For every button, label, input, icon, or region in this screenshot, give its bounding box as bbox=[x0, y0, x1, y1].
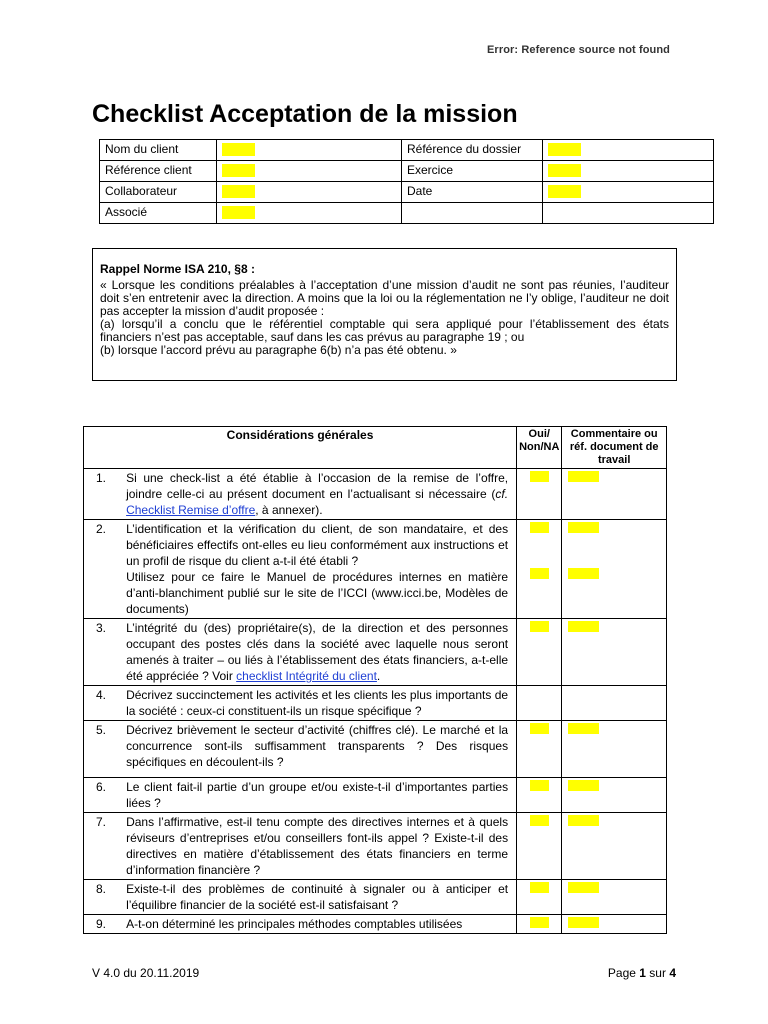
highlight-field bbox=[530, 815, 549, 826]
highlight-field bbox=[222, 164, 255, 177]
isa-paragraph-b: (b) lorsque l’accord prévu au paragraphe 6(b) n’a pas été obtenu. » bbox=[100, 343, 457, 357]
commentaire-cell[interactable] bbox=[562, 721, 667, 778]
isa-title: Rappel Norme ISA 210, §8 : bbox=[100, 262, 255, 276]
considerations-table bbox=[83, 426, 667, 934]
value-exercice[interactable] bbox=[543, 161, 714, 182]
row-number: 3. bbox=[84, 619, 127, 686]
isa-reminder-box bbox=[92, 248, 677, 381]
table-row bbox=[84, 880, 667, 915]
label-collaborateur: Collaborateur bbox=[100, 182, 217, 203]
checklist-remise-offre-link[interactable]: Checklist Remise d’offre bbox=[126, 503, 256, 517]
highlight-field bbox=[530, 917, 549, 928]
row-number: 2. bbox=[84, 520, 127, 619]
row-number: 5. bbox=[84, 721, 127, 778]
row-number: 1. bbox=[84, 469, 127, 520]
oui-cell[interactable] bbox=[517, 469, 562, 520]
label-reference-client: Référence client bbox=[100, 161, 217, 182]
row-text: Si une check-list a été établie à l’occasion de la remise de l’offre, joindre celle-ci au présent document en l’actualisant si nécessaire (cf. Checklist Remise d’offre, à annexer). bbox=[126, 469, 516, 520]
oui-cell[interactable] bbox=[517, 721, 562, 778]
highlight-field bbox=[548, 185, 581, 198]
page-title: Checklist Acceptation de la mission bbox=[92, 100, 518, 128]
commentaire-cell[interactable] bbox=[562, 520, 667, 619]
label-nom-client: Nom du client bbox=[100, 140, 217, 161]
highlight-field bbox=[530, 621, 549, 632]
highlight-field bbox=[548, 164, 581, 177]
row-text: Le client fait-il partie d’un groupe et/ou existe-t-il d’importantes parties liées ? bbox=[126, 778, 516, 813]
highlight-field bbox=[530, 522, 549, 533]
label-reference-dossier: Référence du dossier bbox=[402, 140, 543, 161]
header-error-text: Error: Reference source not found bbox=[487, 44, 670, 56]
commentaire-cell[interactable] bbox=[562, 778, 667, 813]
highlight-field bbox=[530, 471, 549, 482]
highlight-field bbox=[568, 882, 599, 893]
checklist-integrite-link[interactable]: checklist Intégrité du client bbox=[236, 669, 377, 683]
table-row bbox=[84, 915, 667, 934]
value-reference-client[interactable] bbox=[217, 161, 402, 182]
oui-cell[interactable] bbox=[517, 619, 562, 686]
oui-cell[interactable] bbox=[517, 686, 562, 721]
row-text: Décrivez succinctement les activités et les clients les plus importants de la société : ceux-ci constituent-ils un risque spécifique ? bbox=[126, 686, 516, 721]
table-row bbox=[84, 619, 667, 686]
table-row bbox=[84, 813, 667, 880]
row-text: Dans l’affirmative, est-il tenu compte des directives internes et à quels réviseurs d’entreprises et/ou conseillers font-ils appel ? Existe-t-il des directives en matière d’établissement des états financiers en terme d’information financière ? bbox=[126, 813, 516, 880]
footer-version: V 4.0 du 20.11.2019 bbox=[92, 966, 200, 980]
isa-paragraph-a: (a) lorsqu’il a conclu que le référentiel comptable qui sera appliqué pour l’établissement des états financiers n’est pas acceptable, sauf dans les cas prévus au paragraphe 19 ; ou bbox=[100, 317, 669, 344]
highlight-field bbox=[530, 723, 549, 734]
row-number: 9. bbox=[84, 915, 127, 934]
oui-cell[interactable] bbox=[517, 813, 562, 880]
value-associe[interactable] bbox=[217, 203, 402, 224]
table-row bbox=[84, 520, 667, 619]
value-nom-client[interactable] bbox=[217, 140, 402, 161]
row-text: Décrivez brièvement le secteur d’activité (chiffres clé). Le marché et la concurrence sont-ils suffisamment transparents ? Des risques spécifiques en découlent-ils ? bbox=[126, 721, 516, 778]
highlight-field bbox=[222, 185, 255, 198]
highlight-field bbox=[568, 815, 599, 826]
commentaire-cell[interactable] bbox=[562, 469, 667, 520]
commentaire-cell[interactable] bbox=[562, 686, 667, 721]
column-header-considerations: Considérations générales bbox=[84, 427, 517, 469]
column-header-oui: Oui/ Non/NA bbox=[517, 427, 562, 469]
footer-page-number: Page 1 sur 4 bbox=[607, 966, 676, 980]
label-date: Date bbox=[402, 182, 543, 203]
empty-cell bbox=[543, 203, 714, 224]
highlight-field bbox=[530, 882, 549, 893]
table-row bbox=[84, 721, 667, 778]
oui-cell[interactable] bbox=[517, 778, 562, 813]
highlight-field bbox=[568, 471, 599, 482]
row-number: 4. bbox=[84, 686, 127, 721]
table-row bbox=[84, 778, 667, 813]
client-info-table bbox=[99, 139, 714, 224]
highlight-field bbox=[530, 568, 549, 579]
highlight-field bbox=[222, 206, 255, 219]
row-text: Existe-t-il des problèmes de continuité à signaler ou à anticiper et l’équilibre financier de la société est-il satisfaisant ? bbox=[126, 880, 516, 915]
table-row bbox=[84, 469, 667, 520]
oui-cell[interactable] bbox=[517, 915, 562, 934]
highlight-field bbox=[530, 780, 549, 791]
row-text: L’identification et la vérification du client, de son mandataire, et des bénéficiaires effectifs ont-elles eu lieu conformément aux instructions et un profil de risque du client a-t-il été établi ? Utilisez pour ce faire le Manuel de procédures internes en matière d’anti-blanchiment publié sur le site de l’ICCI (www.icci.be, Modèles de documents) bbox=[126, 520, 516, 619]
value-reference-dossier[interactable] bbox=[543, 140, 714, 161]
highlight-field bbox=[568, 522, 599, 533]
commentaire-cell[interactable] bbox=[562, 619, 667, 686]
column-header-commentaire: Commentaire ou réf. document de travail bbox=[562, 427, 667, 469]
highlight-field bbox=[568, 568, 599, 579]
commentaire-cell[interactable] bbox=[562, 880, 667, 915]
highlight-field bbox=[222, 143, 255, 156]
empty-cell bbox=[402, 203, 543, 224]
row-text: L’intégrité du (des) propriétaire(s), de la direction et des personnes occupant des postes clés dans la société avec laquelle nous seront amenés à traiter – ou liés à l’établissement des états financiers, a-t-elle été appréciée ? Voir checklist Intégrité du client. bbox=[126, 619, 516, 686]
highlight-field bbox=[568, 723, 599, 734]
oui-cell[interactable] bbox=[517, 880, 562, 915]
commentaire-cell[interactable] bbox=[562, 813, 667, 880]
label-associe: Associé bbox=[100, 203, 217, 224]
row-text: A-t-on déterminé les principales méthodes comptables utilisées bbox=[126, 915, 516, 934]
highlight-field bbox=[568, 780, 599, 791]
value-date[interactable] bbox=[543, 182, 714, 203]
commentaire-cell[interactable] bbox=[562, 915, 667, 934]
row-number: 8. bbox=[84, 880, 127, 915]
row-number: 6. bbox=[84, 778, 127, 813]
highlight-field bbox=[548, 143, 581, 156]
isa-paragraph-intro: « Lorsque les conditions préalables à l’acceptation d’une mission d’audit ne sont pas réunies, l’auditeur doit s’en entretenir avec la direction. A moins que la loi ou la réglementation ne l’y oblige, l’auditeur ne doit pas accepter la mission d’audit proposée : bbox=[100, 278, 669, 318]
highlight-field bbox=[568, 917, 599, 928]
oui-cell[interactable] bbox=[517, 520, 562, 619]
highlight-field bbox=[568, 621, 599, 632]
value-collaborateur[interactable] bbox=[217, 182, 402, 203]
table-row bbox=[84, 686, 667, 721]
label-exercice: Exercice bbox=[402, 161, 543, 182]
row-number: 7. bbox=[84, 813, 127, 880]
